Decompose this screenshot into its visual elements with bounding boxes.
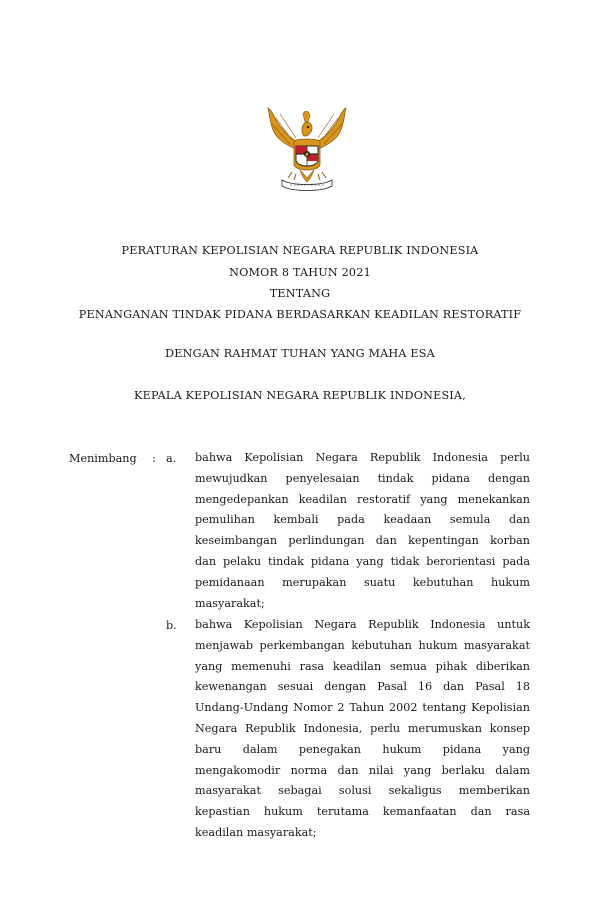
considering-item-b [195, 615, 530, 844]
paragraph-line: bahwa Kepolisian Negara Republik Indonesia untuk [195, 618, 530, 631]
paragraph-line: Undang-Undang Nomor 2 Tahun 2002 tentang Kepolisian [195, 701, 530, 715]
paragraph-line: mengedepankan keadilan restoratif yang menekankan [195, 492, 530, 506]
regulation-subject: PENANGANAN TINDAK PIDANA BERDASARKAN KEADILAN RESTORATIF [78, 308, 522, 321]
regulation-number: NOMOR 8 TAHUN 2021 [229, 266, 371, 279]
paragraph-line: kewenangan sesuai dengan Pasal 16 dan Pasal 18 [195, 680, 530, 694]
paragraph-line: keseimbangan perlindungan dan kepentingan korban [195, 534, 530, 548]
paragraph-line: masyarakat; [195, 596, 265, 610]
considering-colon: : [152, 452, 156, 465]
paragraph-line: pemidanaan merupakan suatu kebutuhan hukum [195, 575, 530, 589]
paragraph-line: keadilan masyarakat; [195, 825, 317, 839]
regulation-title: PERATURAN KEPOLISIAN NEGARA REPUBLIK INDONESIA [121, 244, 479, 257]
issuer-title: KEPALA KEPOLISIAN NEGARA REPUBLIK INDONESIA, [134, 389, 466, 402]
paragraph-line: mengakomodir norma dan nilai yang berlaku dalam [195, 763, 530, 777]
paragraph-line: Negara Republik Indonesia, perlu merumuskan konsep [195, 721, 530, 735]
regulation-about-label: TENTANG [269, 287, 331, 300]
item-letter-b: b. [166, 619, 177, 632]
paragraph-line: kepastian hukum terutama kemanfaatan dan rasa [195, 805, 530, 819]
considering-item-a [195, 448, 530, 614]
paragraph-line: mewujudkan penyelesaian tindak pidana dengan [195, 471, 530, 485]
garuda-emblem-icon [262, 106, 352, 194]
paragraph-line: bahwa Kepolisian Negara Republik Indonesia perlu [195, 451, 530, 464]
paragraph-line: menjawab perkembangan kebutuhan hukum masyarakat [195, 638, 530, 652]
item-letter-a: a. [166, 452, 177, 465]
paragraph-line: yang memenuhi rasa keadilan semua pihak diberikan [195, 659, 530, 673]
paragraph-line: pemulihan kembali pada keadaan semula dan [195, 513, 530, 527]
considering-label: Menimbang [69, 452, 137, 465]
paragraph-line: masyarakat sebagai solusi sekaligus memberikan [195, 784, 530, 798]
preamble-invocation: DENGAN RAHMAT TUHAN YANG MAHA ESA [165, 347, 435, 360]
paragraph-line: dan pelaku tindak pidana yang tidak berorientasi pada [195, 554, 530, 568]
paragraph-line: baru dalam penegakan hukum pidana yang [195, 742, 530, 756]
